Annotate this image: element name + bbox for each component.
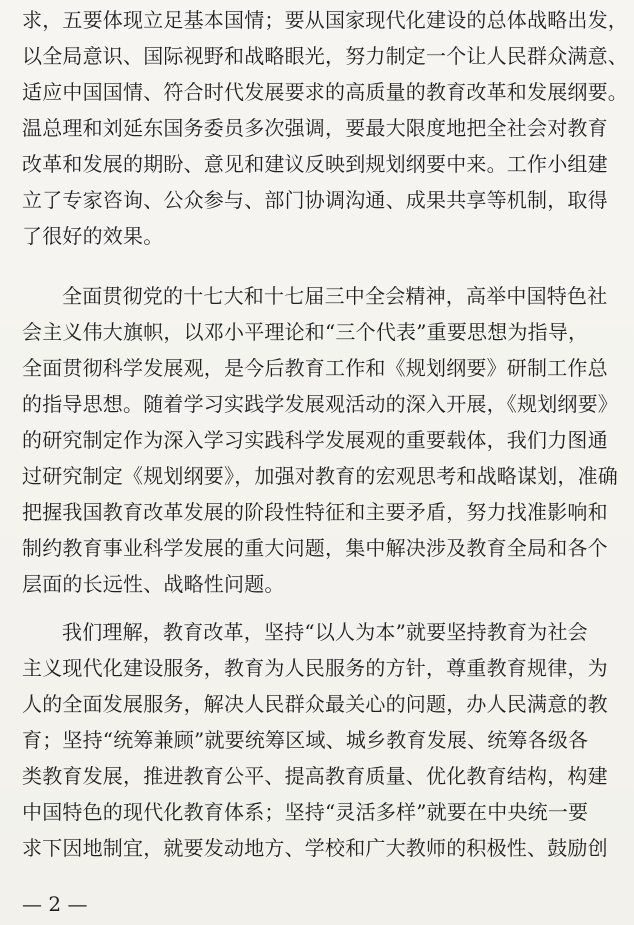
text-line: 求下因地制宜，就要发动地方、学校和广大教师的积极性、鼓励创 (22, 836, 608, 860)
text-line: 以全局意识、国际视野和战略眼光，努力制定一个让人民群众满意、 (22, 44, 628, 68)
text-line: 的研究制定作为深入学习实践科学发展观的重要载体，我们力图通 (22, 428, 608, 452)
text-line: 把握我国教育改革发展的阶段性特征和主要矛盾，努力找准影响和 (22, 500, 608, 524)
page-number: — 2 — (22, 892, 88, 916)
text-line: 立了专家咨询、公众参与、部门协调沟通、成果共享等机制，取得 (22, 188, 608, 212)
text-line: 温总理和刘延东国务委员多次强调，要最大限度地把全社会对教育 (22, 116, 608, 140)
text-line: 育；坚持“统筹兼顾”就要统筹区域、城乡教育发展、统筹各级各 (22, 728, 589, 752)
text-line: 了很好的效果。 (22, 224, 164, 248)
text-line: 过研究制定《规划纲要》，加强对教育的宏观思考和战略谋划，准确 (22, 464, 618, 488)
text-line: 适应中国国情、符合时代发展要求的高质量的教育改革和发展纲要。 (22, 80, 628, 104)
text-line: 的指导思想。随着学习实践学发展观活动的深入开展，《规划纲要》 (22, 392, 618, 416)
text-line: 求，五要体现立足基本国情；要从国家现代化建设的总体战略出发， (22, 8, 628, 32)
text-line: 中国特色的现代化教育体系；坚持“灵活多样”就要在中央统一要 (22, 800, 589, 824)
text-line: 改革和发展的期盼、意见和建议反映到规划纲要中来。工作小组建 (22, 152, 608, 176)
text-line: 会主义伟大旗帜，以邓小平理论和“三个代表”重要思想为指导， (22, 320, 589, 344)
text-line: 层面的长远性、战略性问题。 (22, 572, 285, 596)
text-line: 全面贯彻党的十七大和十七届三中全会精神，高举中国特色社 (62, 284, 608, 308)
text-line: 类教育发展，推进教育公平、提高教育质量、优化教育结构，构建 (22, 764, 608, 788)
text-line: 主义现代化建设服务，教育为人民服务的方针，尊重教育规律，为 (22, 656, 608, 680)
text-line: 我们理解，教育改革，坚持“以人为本”就要坚持教育为社会 (62, 620, 588, 644)
text-line: 人的全面发展服务，解决人民群众最关心的问题，办人民满意的教 (22, 692, 608, 716)
text-line: 全面贯彻科学发展观，是今后教育工作和《规划纲要》研制工作总 (22, 356, 608, 380)
text-line: 制约教育事业科学发展的重大问题，集中解决涉及教育全局和各个 (22, 536, 608, 560)
